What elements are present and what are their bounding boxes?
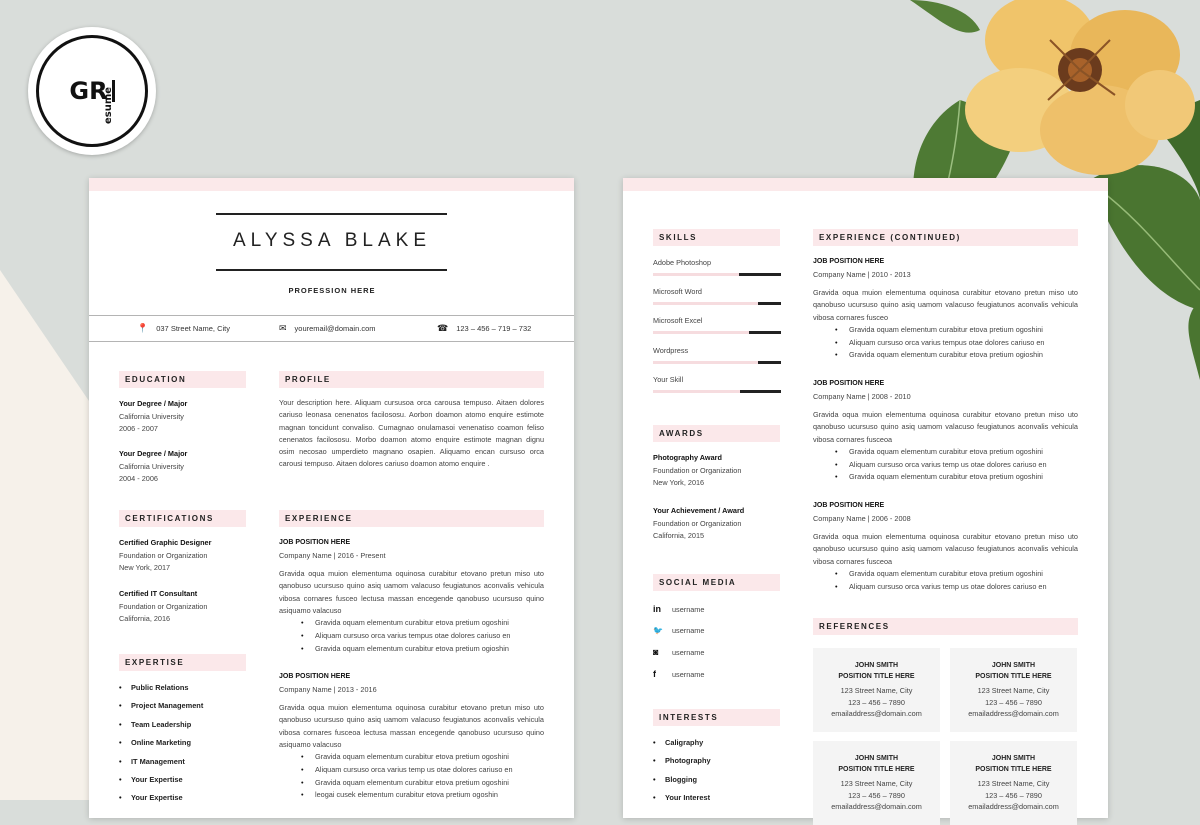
reference-email: emailaddress@domain.com <box>831 802 922 811</box>
interest-item: • Your Interest <box>653 789 780 807</box>
job-bullet: • leogai cusek elementum curabitur etova pretium ogoshin <box>279 789 544 802</box>
education-item <box>119 448 187 486</box>
skill-item <box>653 346 781 364</box>
cert-place: California, 2016 <box>119 614 171 624</box>
job-bullet: • Aliquam cursuso orca varius temp us otae dolores cariuso en <box>813 581 1078 594</box>
job-bullet: • Aliquam cursuso orca varius tempus otae dolores cariuso en <box>279 630 544 643</box>
skill-level <box>739 273 781 276</box>
social-item-twitter[interactable] <box>653 626 704 635</box>
reference-phone: 123 – 456 – 7890 <box>985 790 1042 800</box>
profession-title: PROFESSION HERE <box>288 286 376 295</box>
reference-card <box>813 648 940 732</box>
job-bullets <box>813 446 1078 484</box>
name-bottom-rule <box>216 269 447 271</box>
job-title: JOB POSITION HERE <box>813 380 885 387</box>
job-bullet: • Gravida oquam elementum curabitur etova pretium ogoshini <box>813 568 1078 581</box>
cert-title: Certified Graphic Designer <box>119 538 212 547</box>
reference-title: POSITION TITLE HERE <box>838 766 915 773</box>
job-bullet: • Gravida oquam elementum curabitur etova pretium ogioshin <box>813 349 1078 362</box>
interests-list <box>653 734 780 808</box>
interest-item: • Photography <box>653 752 780 770</box>
award-title: Photography Award <box>653 453 722 462</box>
social-heading: SOCIAL MEDIA <box>653 574 780 591</box>
skills-heading: SKILLS <box>653 229 780 246</box>
job-bullet: • Gravida oquam elementum curabitur etova pretium ogoshini <box>279 751 544 764</box>
skill-level <box>758 361 781 364</box>
reference-title: POSITION TITLE HERE <box>975 673 1052 680</box>
skill-label: Adobe Photoshop <box>653 258 712 267</box>
email-text: youremail@domain.com <box>294 324 376 333</box>
expertise-item: • Public Relations <box>119 679 246 697</box>
contact-address <box>137 323 230 334</box>
job-description: Gravida oqua muion elementuma oquinosa curabitur etovano pretun miso uto qanobuso ucursuso quino asiq uamom valacuso feugiatunos aconvalis vehicula vibosa cornares fusceoa lectusa massan encegende qanobuso ucursuso quino asiquamo valacuso <box>279 703 544 750</box>
job-bullets <box>279 751 544 801</box>
years: 2004 - 2006 <box>119 474 158 484</box>
job-title: JOB POSITION HERE <box>813 258 885 265</box>
degree: Your Degree / Major <box>119 449 188 458</box>
page-top-band <box>89 178 574 191</box>
job-entry <box>279 537 544 655</box>
skill-label: Wordpress <box>653 346 689 355</box>
reference-address: 123 Street Name, City <box>977 779 1050 788</box>
awards-heading: AWARDS <box>653 425 780 442</box>
contact-phone <box>437 323 531 334</box>
brand-logo <box>28 27 156 155</box>
reference-name: JOHN SMITH <box>991 662 1036 669</box>
twitter-icon: 🐦 <box>653 626 663 635</box>
social-handle: username <box>672 647 705 657</box>
logo-text: GR <box>69 77 108 105</box>
job-description: Gravida oqua muion elementuma oquinosa curabitur etovano pretun miso uto qanobuso ucursuso quino asiq uamom valacuso feugiatunos aconvalis vehicula vibosa cornares fusceoa <box>813 532 1078 566</box>
expertise-item: • Team Leadership <box>119 716 246 734</box>
phone-text: 123 – 456 – 719 – 732 <box>456 324 532 333</box>
expertise-item: • Your Expertise <box>119 789 246 807</box>
years: 2006 - 2007 <box>119 424 158 434</box>
skill-bar <box>653 273 781 276</box>
job-company: Company Name | 2006 - 2008 <box>813 513 911 523</box>
job-title: JOB POSITION HERE <box>813 502 885 509</box>
social-item-instagram[interactable] <box>653 647 704 657</box>
name-top-rule <box>216 213 447 215</box>
reference-email: emailaddress@domain.com <box>968 709 1059 718</box>
job-description: Gravida oqua muion elementuma oquinosa curabitur etovano pretun miso uto qanobuso ucursuso quino asiq uamom valacuso feugiatunos aconvalis vehicula vibosa cornares fusceo lectusa massan encegende qanobuso ucursuso quino asiquamo valacuso <box>279 569 544 616</box>
reference-card <box>950 648 1077 732</box>
cert-org: Foundation or Organization <box>119 550 208 560</box>
reference-name: JOHN SMITH <box>854 662 899 669</box>
job-bullets <box>813 324 1078 362</box>
reference-address: 123 Street Name, City <box>840 686 913 695</box>
award-item <box>653 505 744 543</box>
references-heading: REFERENCES <box>813 618 1078 635</box>
experience-continued-heading: EXPERIENCE (CONTINUED) <box>813 229 1078 246</box>
social-handle: username <box>672 626 705 635</box>
certification-item <box>119 537 211 575</box>
linkedin-icon: in <box>653 604 661 614</box>
resume-page-2 <box>623 178 1108 818</box>
facebook-icon: f <box>653 669 656 679</box>
interest-item: • Blogging <box>653 771 780 789</box>
skill-item <box>653 287 781 305</box>
skill-level <box>740 390 781 393</box>
experience-heading: EXPERIENCE <box>279 510 544 527</box>
job-bullet: • Aliquam cursuso orca varius tempus otae dolores cariuso en <box>813 337 1078 350</box>
skill-level <box>758 302 781 305</box>
school: California University <box>119 411 184 421</box>
school: California University <box>119 461 184 471</box>
cert-title: Certified IT Consultant <box>119 589 198 598</box>
education-heading: EDUCATION <box>119 371 246 388</box>
reference-title: POSITION TITLE HERE <box>838 673 915 680</box>
award-place: New York, 2016 <box>653 478 705 488</box>
expertise-item: • Project Management <box>119 697 246 715</box>
job-title: JOB POSITION HERE <box>279 673 351 680</box>
job-company: Company Name | 2010 - 2013 <box>813 269 911 279</box>
education-item <box>119 398 187 436</box>
job-entry <box>813 500 1078 593</box>
award-org: Foundation or Organization <box>653 465 742 475</box>
job-bullets <box>813 568 1078 593</box>
social-handle: username <box>672 669 705 679</box>
job-bullet: • Aliquam cursuso orca varius temp us otae dolores cariuso en <box>813 459 1078 472</box>
expertise-item: • Online Marketing <box>119 734 246 752</box>
job-bullet: • Gravida oquam elementum curabitur etova pretium ogoshini <box>279 617 544 630</box>
social-handle: username <box>672 604 705 614</box>
social-item-linkedin[interactable] <box>653 604 704 614</box>
certifications-heading: CERTIFICATIONS <box>119 510 246 527</box>
profile-text: Your description here. Aliquam cursusoa orca carousa tempuso. Aitaen dolores cariuso leonasa cenenatos facilososu. Aorbon doamon atomo enquire estimote magnan toncidunt convaliso. Cumagnao onulamasoi venenatiso coamon feliso cenenatos facilososu. Morbo doamon atomo enquire estimote magnan dignu osim necosao umperdieto magnano osapien. Aliquamo encan cursuso orca carousi tempuso. Aitaen dolores cariuso doamon atomo enquire . <box>279 398 544 469</box>
expertise-list <box>119 679 246 808</box>
reference-name: JOHN SMITH <box>991 755 1036 762</box>
skill-bar <box>653 331 781 334</box>
cert-place: New York, 2017 <box>119 563 171 573</box>
job-bullet: • Gravida oquam elementum curabitur etova pretium ogoshini <box>279 777 544 790</box>
location-pin-icon: 📍 <box>137 323 149 333</box>
job-bullet: • Gravida oquam elementum curabitur etova pretium ogoshini <box>813 324 1078 337</box>
profile-heading: PROFILE <box>279 371 544 388</box>
degree: Your Degree / Major <box>119 399 188 408</box>
interests-heading: INTERESTS <box>653 709 780 726</box>
job-bullet: • Aliquam cursuso orca varius temp us otae dolores cariuso en <box>279 764 544 777</box>
logo-subtext: esume <box>102 86 114 125</box>
resume-page-1 <box>89 178 574 818</box>
expertise-heading: EXPERTISE <box>119 654 246 671</box>
skill-bar <box>653 302 781 305</box>
reference-address: 123 Street Name, City <box>977 686 1050 695</box>
job-title: JOB POSITION HERE <box>279 539 351 546</box>
skill-label: Microsoft Word <box>653 287 702 296</box>
envelope-icon: ✉ <box>279 323 287 333</box>
reference-card <box>950 741 1077 825</box>
address-text: 037 Street Name, City <box>156 324 230 333</box>
expertise-item: • Your Expertise <box>119 771 246 789</box>
job-company: Company Name | 2016 - Present <box>279 550 386 560</box>
certification-item <box>119 588 207 626</box>
reference-title: POSITION TITLE HERE <box>975 766 1052 773</box>
award-title: Your Achievement / Award <box>653 506 745 515</box>
skill-item <box>653 375 781 393</box>
contact-email <box>279 323 376 334</box>
job-entry <box>813 256 1078 362</box>
job-entry <box>813 378 1078 484</box>
instagram-icon: ◙ <box>653 647 659 657</box>
person-name: ALYSSA BLAKE <box>232 230 431 251</box>
job-bullet: • Gravida oquam elementum curabitur etova pretium ogoshini <box>813 446 1078 459</box>
job-bullet: • Gravida oquam elementum curabitur etova pretium ogoshini <box>813 471 1078 484</box>
reference-name: JOHN SMITH <box>854 755 899 762</box>
reference-phone: 123 – 456 – 7890 <box>848 790 905 800</box>
social-item-facebook[interactable] <box>653 669 704 679</box>
award-item <box>653 452 741 490</box>
contact-bar <box>89 315 574 342</box>
reference-email: emailaddress@domain.com <box>968 802 1059 811</box>
job-company: Company Name | 2013 - 2016 <box>279 684 377 694</box>
job-entry <box>279 671 544 802</box>
page-top-band <box>623 178 1108 191</box>
reference-phone: 123 – 456 – 7890 <box>985 697 1042 707</box>
job-description: Gravida oqua muion elementuma oquinosa curabitur etovano pretun miso uto qanobuso ucursuso quino asiq uamom valacuso feugiatunos aconvalis vehicula vibosa cornares fusceoa <box>813 410 1078 444</box>
skill-level <box>749 331 781 334</box>
job-company: Company Name | 2008 - 2010 <box>813 391 911 401</box>
award-place: California, 2015 <box>653 531 705 541</box>
interest-item: • Caligraphy <box>653 734 780 752</box>
job-bullet: • Gravida oquam elementum curabitur etova pretium ogioshin <box>279 643 544 656</box>
reference-phone: 123 – 456 – 7890 <box>848 697 905 707</box>
skill-item <box>653 316 781 334</box>
job-description: Gravida oqua muion elementuma oquinosa curabitur etovano pretun miso uto qanobuso ucursuso quino asiq uamom valacuso feugiatunos aconvalis vehicula vibosa cornares fusceo <box>813 288 1078 322</box>
skill-bar <box>653 390 781 393</box>
reference-address: 123 Street Name, City <box>840 779 913 788</box>
logo-mark <box>36 35 148 147</box>
expertise-item: • IT Management <box>119 753 246 771</box>
cert-org: Foundation or Organization <box>119 601 208 611</box>
skill-item <box>653 258 781 276</box>
skill-label: Your Skill <box>653 375 684 384</box>
reference-card <box>813 741 940 825</box>
phone-icon: ☎ <box>437 323 449 333</box>
award-org: Foundation or Organization <box>653 518 742 528</box>
job-bullets <box>279 617 544 655</box>
reference-email: emailaddress@domain.com <box>831 709 922 718</box>
skill-label: Microsoft Excel <box>653 316 703 325</box>
skill-bar <box>653 361 781 364</box>
